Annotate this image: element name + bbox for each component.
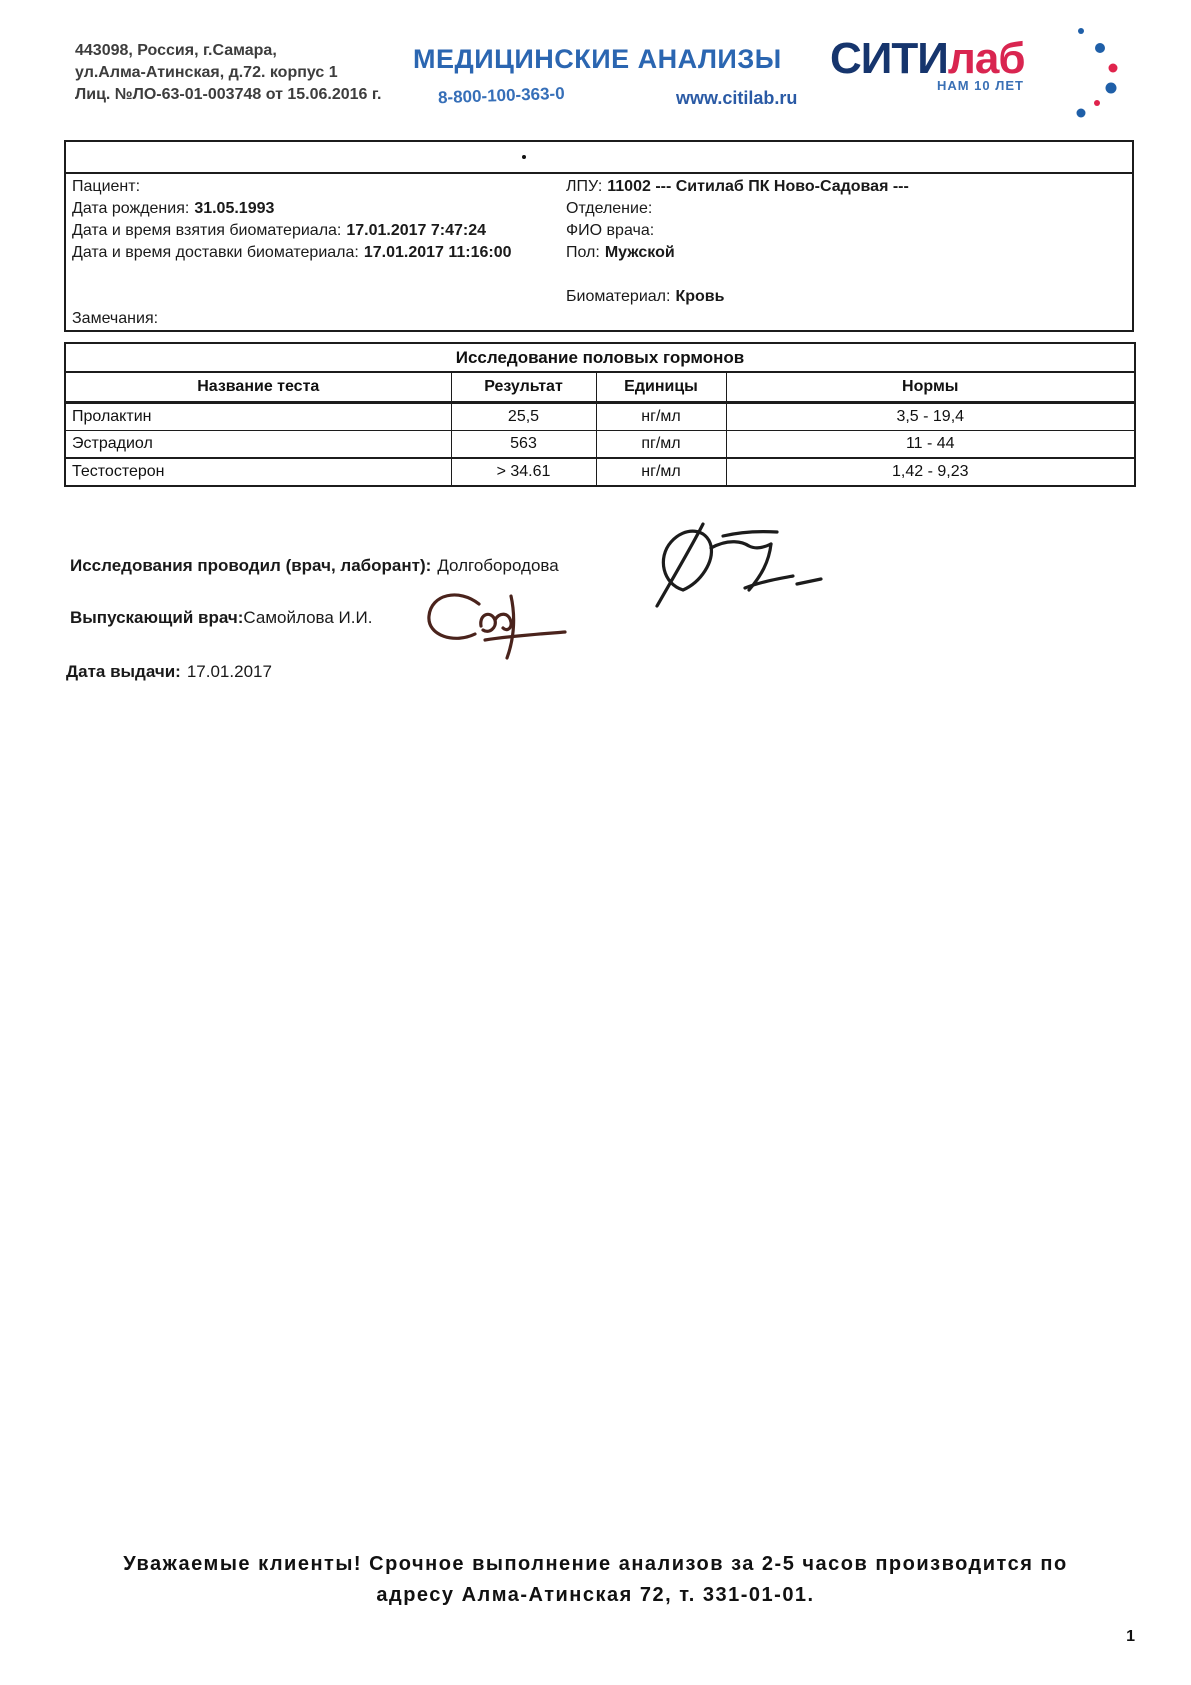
patient-label: Пациент: <box>72 178 141 195</box>
issue-date-line <box>66 662 272 682</box>
footer-notice-line-2: адресу Алма-Атинская 72, т. 331-01-01. <box>376 1584 815 1606</box>
col-header-units: Единицы <box>596 372 726 403</box>
col-header-result: Результат <box>451 372 596 403</box>
medical-analyses-tagline: МЕДИЦИНСКИЕ АНАЛИЗЫ <box>413 44 782 74</box>
test-name-cell: Пролактин <box>65 403 451 431</box>
logo-part-lab: лаб <box>947 34 1025 83</box>
biomaterial-row <box>566 286 909 308</box>
sampling-datetime-value: 17.01.2017 7:47:24 <box>346 222 487 239</box>
result-cell: 563 <box>451 431 596 459</box>
lab-address <box>75 40 381 106</box>
table-title: Исследование половых гормонов <box>65 343 1135 372</box>
table-header-row <box>65 372 1135 403</box>
patient-info-box <box>64 140 1134 332</box>
performed-by-label: Исследования проводил (врач, лаборант): <box>70 556 432 575</box>
doctor-name-row <box>566 220 909 242</box>
biomaterial-label: Биоматериал: <box>566 288 671 305</box>
test-name-cell: Эстрадиол <box>65 431 451 459</box>
table-row-estradiol <box>65 431 1135 459</box>
remarks-label: Замечания: <box>72 310 159 327</box>
lab-technician-signature <box>645 518 830 618</box>
norms-cell: 11 - 44 <box>726 431 1135 459</box>
hotline-phone: 8-800-100-363-0 <box>437 83 565 108</box>
performed-by-name: Долгобородова <box>437 556 559 575</box>
address-line-3: Лиц. №ЛО-63-01-003748 от 15.06.2016 г. <box>75 86 382 103</box>
spacer <box>566 264 909 286</box>
table-row-prolactin <box>65 403 1135 431</box>
patient-row <box>72 176 512 198</box>
citilab-logo-text <box>830 36 1030 82</box>
logo-anniversary-text: НАМ 10 ЛЕТ <box>936 78 1024 93</box>
performed-by-line <box>70 556 559 576</box>
birthdate-value: 31.05.1993 <box>194 200 275 217</box>
test-name-cell: Тестостерон <box>65 458 451 486</box>
department-row <box>566 198 909 220</box>
issue-date-label: Дата выдачи: <box>66 662 181 681</box>
table-title-row <box>65 343 1135 372</box>
sex-label: Пол: <box>566 244 600 261</box>
sampling-datetime-label: Дата и время взятия биоматериала: <box>72 222 342 239</box>
address-line-2: ул.Алма-Атинская, д.72. корпус 1 <box>75 64 338 81</box>
biomaterial-value: Кровь <box>675 288 725 305</box>
sampling-datetime-row <box>72 220 512 242</box>
norms-cell: 1,42 - 9,23 <box>726 458 1135 486</box>
logo-dots-icon <box>1038 20 1158 130</box>
page-number: 1 <box>1126 1628 1135 1645</box>
table-row-testosterone <box>65 458 1135 486</box>
units-cell: нг/мл <box>596 403 726 431</box>
units-cell: пг/мл <box>596 431 726 459</box>
address-line-1: 443098, Россия, г.Самара, <box>75 42 277 59</box>
norms-cell: 3,5 - 19,4 <box>726 403 1135 431</box>
released-by-line <box>70 608 372 628</box>
footer-notice-line-1: Уважаемые клиенты! Срочное выполнение анализов за 2-5 часов производится по <box>123 1553 1068 1575</box>
doctor-name-label: ФИО врача: <box>566 222 655 239</box>
department-label: Отделение: <box>566 200 653 217</box>
delivery-datetime-row <box>72 242 512 264</box>
delivery-datetime-label: Дата и время доставки биоматериала: <box>72 244 359 261</box>
issue-date-value: 17.01.2017 <box>186 662 272 681</box>
col-header-norms: Нормы <box>726 372 1135 403</box>
sex-value: Мужской <box>604 244 675 261</box>
lpu-label: ЛПУ: <box>566 178 603 195</box>
patient-box-top-band <box>66 142 1132 174</box>
units-cell: нг/мл <box>596 458 726 486</box>
patient-info-left-column <box>72 176 512 264</box>
released-by-name: Самойлова И.И. <box>243 608 373 627</box>
released-by-label: Выпускающий врач: <box>70 608 244 627</box>
citilab-logo <box>830 36 1030 93</box>
col-header-test-name: Название теста <box>65 372 451 403</box>
birthdate-label: Дата рождения: <box>72 200 190 217</box>
result-cell: > 34.61 <box>451 458 596 486</box>
birthdate-row <box>72 198 512 220</box>
result-cell: 25,5 <box>451 403 596 431</box>
logo-part-siti: СИТИ <box>830 34 948 83</box>
sex-row <box>566 242 909 264</box>
results-table <box>64 342 1136 487</box>
delivery-datetime-value: 17.01.2017 11:16:00 <box>363 244 512 261</box>
patient-info-right-column <box>566 176 909 308</box>
lpu-row <box>566 176 909 198</box>
lpu-value: 11002 --- Ситилаб ПК Ново-Садовая --- <box>607 178 909 195</box>
website-url: www.citilab.ru <box>676 88 798 108</box>
releasing-doctor-signature <box>415 582 590 662</box>
